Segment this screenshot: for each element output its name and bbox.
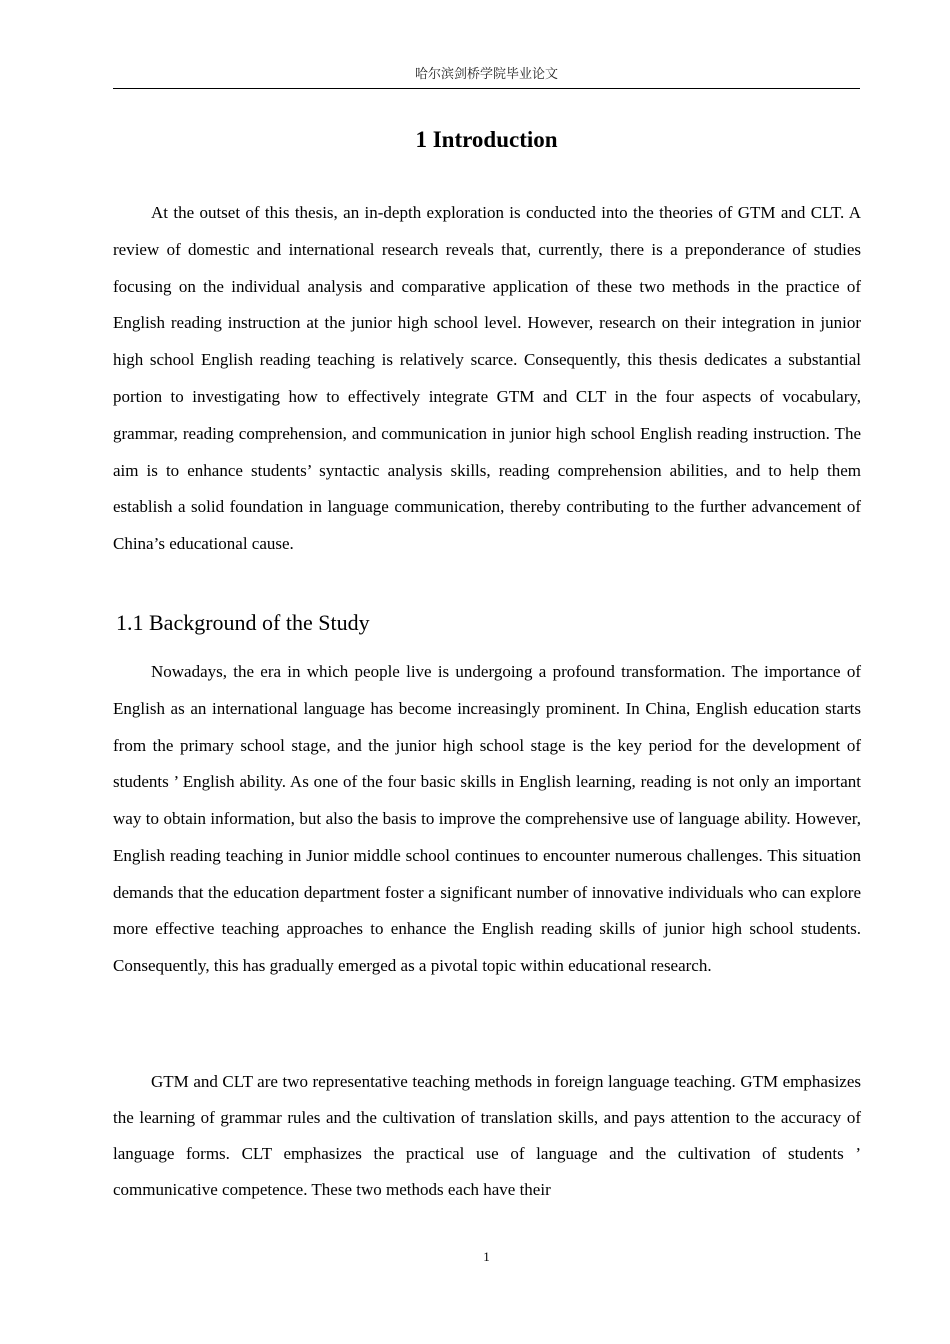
intro-paragraph: At the outset of this thesis, an in-depth exploration is conducted into the theories of GTM and CLT. A review of domestic and international research reveals that, currently, there is a preponderance of studies focusing on the individual analysis and comparative application of these two methods in the practice of English reading instruction at the junior high school level. However, research on their integration in junior high school English reading teaching is relatively scarce. Consequently, this thesis dedicates a substantial portion to investigating how to effectively integrate GTM and CLT in the four aspects of vocabulary, grammar, reading comprehension, and communication in junior high school English reading instruction. The aim is to enhance students’ syntactic analysis skills, reading comprehension abilities, and to help them establish a solid foundation in language communication, thereby contributing to the further advancement of China’s educational cause. [113,203,861,554]
background-paragraph-1: Nowadays, the era in which people live is undergoing a profound transformation. The importance of English as an international language has become increasingly prominent. In China, English education starts from the primary school stage, and the junior high school stage is the key period for the development of students ’ English ability. As one of the four basic skills in English learning, reading is not only an important way to obtain information, but also the basis to improve the comprehensive use of language ability. However, English reading teaching in Junior middle school continues to encounter numerous challenges. This situation demands that the education department foster a significant number of innovative individuals who can explore more effective teaching approaches to enhance the English reading skills of junior high school students. Consequently, this has gradually emerged as a pivotal topic within educational research. [113,662,861,975]
section-heading: 1.1 Background of the Study [116,610,370,635]
running-header: 哈尔滨剑桥学院毕业论文 [414,67,558,82]
background-paragraph-2: GTM and CLT are two representative teaching methods in foreign language teaching. GTM emphasizes the learning of grammar rules and the cultivation of translation skills, and pays attention to the accuracy of language forms. CLT emphasizes the practical use of language and the cultivation of students ’ communicative competence. These two methods each have their [113,1072,861,1199]
header-divider [113,88,860,89]
chapter-title: 1 Introduction [415,127,558,152]
page-number: 1 [483,1249,490,1264]
